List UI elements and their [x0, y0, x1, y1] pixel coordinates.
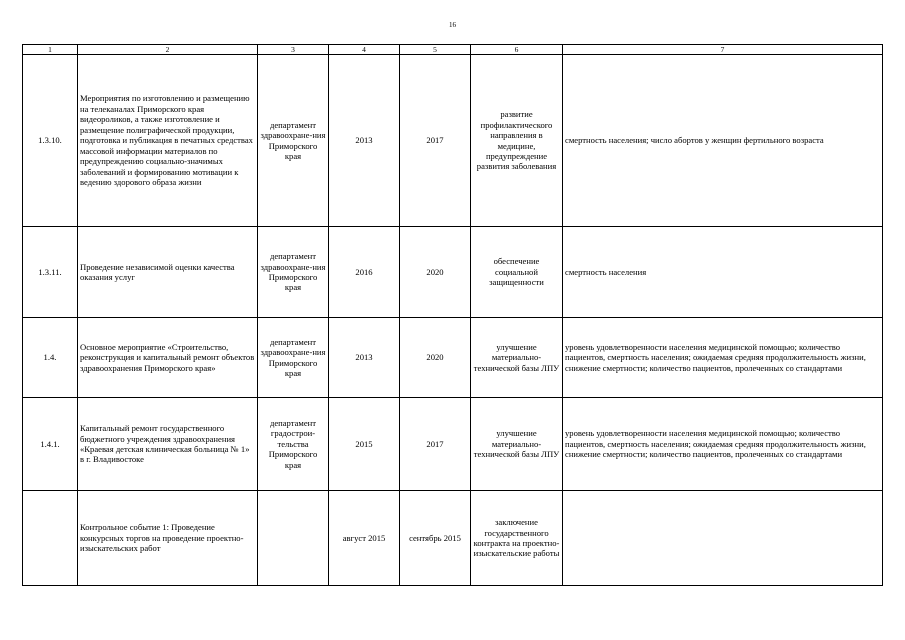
- executor: департамент здравоохране-ния Приморского края: [258, 318, 329, 398]
- column-header: 3: [258, 45, 329, 55]
- end-year: 2017: [400, 398, 471, 491]
- end-year: 2017: [400, 55, 471, 227]
- page-number: 16: [449, 21, 456, 29]
- activity-name: Мероприятия по изготовлению и размещению на телеканалах Приморского края видеороликов, а также изготовление и размещение полиграфической продукции, подготовка и публикация в печатных средствах массовой информации материалов по предупреждению социально-значимых заболеваний и формированию мотивации к ведению здорового образа жизни: [78, 55, 258, 227]
- end-year: 2020: [400, 318, 471, 398]
- column-header: 1: [23, 45, 78, 55]
- column-number-header: [23, 45, 883, 55]
- expected-result: развитие профилактического направления в медицине, предупреждение развития заболевания: [471, 55, 563, 227]
- executor: департамент здравоохране-ния Приморского края: [258, 227, 329, 318]
- start-year: 2015: [329, 398, 400, 491]
- indicators: смертность населения; число абортов у женщин фертильного возраста: [563, 55, 883, 227]
- table-row: [23, 227, 883, 318]
- row-number: [23, 491, 78, 586]
- table-row: [23, 398, 883, 491]
- row-number: 1.3.10.: [23, 55, 78, 227]
- column-header: 5: [400, 45, 471, 55]
- start-year: 2013: [329, 55, 400, 227]
- start-date: август 2015: [329, 491, 400, 586]
- activity-name: Основное мероприятие «Строительство, реконструкция и капитальный ремонт объектов здравоохранения Приморского края»: [78, 318, 258, 398]
- executor: департамент градострои-тельства Приморского края: [258, 398, 329, 491]
- end-year: 2020: [400, 227, 471, 318]
- start-year: 2013: [329, 318, 400, 398]
- expected-result: заключение государственного контракта на проектно-изыскательские работы: [471, 491, 563, 586]
- indicators: смертность населения: [563, 227, 883, 318]
- executor: департамент здравоохране-ния Приморского края: [258, 55, 329, 227]
- activity-name: Капитальный ремонт государственного бюджетного учреждения здравоохранения «Краевая детская клиническая больница № 1» в г. Владивостоке: [78, 398, 258, 491]
- program-activities-table: [22, 44, 883, 586]
- expected-result: улучшение материально-технической базы ЛПУ: [471, 318, 563, 398]
- indicators: уровень удовлетворенности населения медицинской помощью; количество пациентов, смертность населения; ожидаемая средняя продолжительность жизни, снижение смертности; количество пациентов, пролеченных со стандартами: [563, 398, 883, 491]
- table-row: [23, 491, 883, 586]
- indicators: [563, 491, 883, 586]
- row-number: 1.4.: [23, 318, 78, 398]
- expected-result: улучшение материально-технической базы ЛПУ: [471, 398, 563, 491]
- table-row: [23, 55, 883, 227]
- column-header: 4: [329, 45, 400, 55]
- column-header: 2: [78, 45, 258, 55]
- indicators: уровень удовлетворенности населения медицинской помощью; количество пациентов, смертность населения; ожидаемая средняя продолжительность жизни, снижение смертности; количество пациентов, пролеченных со стандартами: [563, 318, 883, 398]
- end-date: сентябрь 2015: [400, 491, 471, 586]
- start-year: 2016: [329, 227, 400, 318]
- row-number: 1.4.1.: [23, 398, 78, 491]
- activity-name: Проведение независимой оценки качества оказания услуг: [78, 227, 258, 318]
- expected-result: обеспечение социальной защищенности: [471, 227, 563, 318]
- row-number: 1.3.11.: [23, 227, 78, 318]
- activity-name: Контрольное событие 1: Проведение конкурсных торгов на проведение проектно-изыскательских работ: [78, 491, 258, 586]
- executor: [258, 491, 329, 586]
- column-header: 6: [471, 45, 563, 55]
- column-header: 7: [563, 45, 883, 55]
- table-row: [23, 318, 883, 398]
